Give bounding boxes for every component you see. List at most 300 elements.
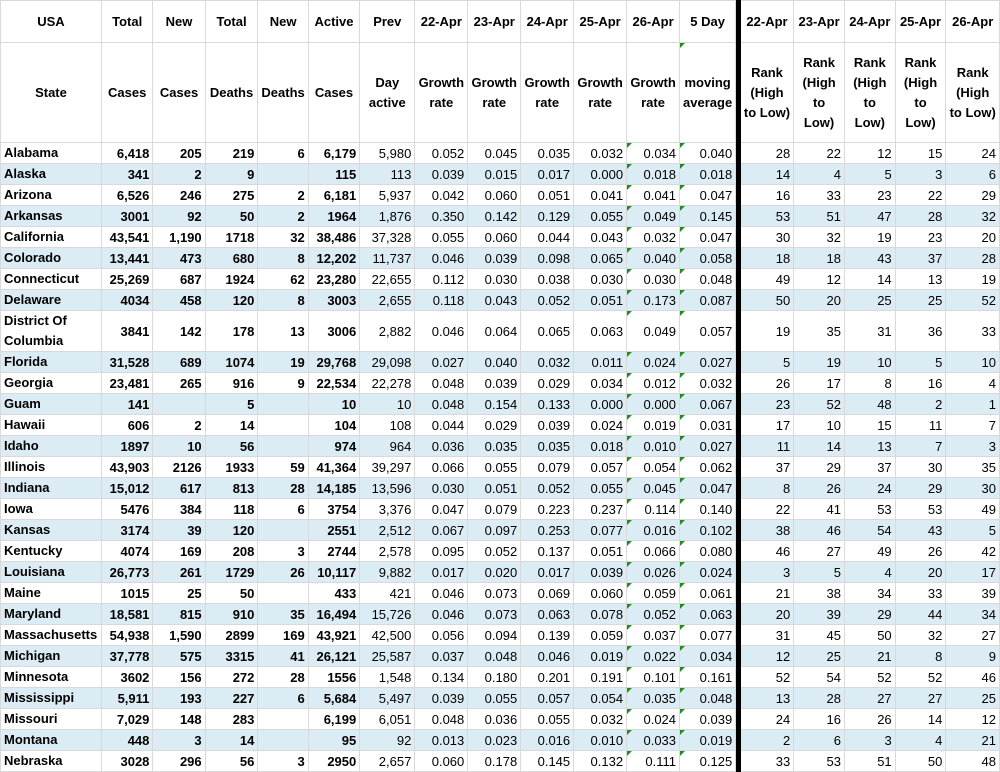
cell-growth-25-apr: 0.041 — [574, 185, 627, 206]
cell-rank-22-apr: 38 — [740, 520, 793, 541]
state-name-cell: Minnesota — [1, 667, 102, 688]
cell-growth-25-apr: 0.055 — [574, 206, 627, 227]
cell-total-cases: 6,418 — [101, 143, 152, 164]
cell-rank-25-apr: 8 — [895, 646, 946, 667]
cell-growth-26-apr: 0.059 — [627, 583, 680, 604]
cell-active-cases: 2551 — [308, 520, 359, 541]
cell-growth-24-apr: 0.063 — [521, 604, 574, 625]
state-name-cell: Indiana — [1, 478, 102, 499]
cell-prev-day-active: 2,657 — [360, 751, 415, 772]
cell-rank-23-apr: 14 — [794, 436, 845, 457]
header-usa-label: State — [1, 43, 102, 143]
cell-new-cases: 1,590 — [153, 625, 205, 646]
cell-growth-23-apr: 0.073 — [468, 583, 521, 604]
cell-new-deaths: 8 — [258, 248, 308, 269]
cell-rank-26-apr: 6 — [946, 164, 1000, 185]
cell-total-deaths: 227 — [205, 688, 258, 709]
state-name-cell: Georgia — [1, 373, 102, 394]
cell-total-cases: 15,012 — [101, 478, 152, 499]
cell-growth-23-apr: 0.040 — [468, 352, 521, 373]
cell-growth-23-apr: 0.052 — [468, 541, 521, 562]
cell-rank-25-apr: 43 — [895, 520, 946, 541]
cell-total-cases: 448 — [101, 730, 152, 751]
cell-growth-25-apr: 0.000 — [574, 164, 627, 185]
cell-rank-25-apr: 25 — [895, 290, 946, 311]
cell-rank-23-apr: 32 — [794, 227, 845, 248]
table-row — [1, 290, 1000, 311]
cell-rank-25-apr: 23 — [895, 227, 946, 248]
state-name-cell: Connecticut — [1, 269, 102, 290]
cell-rank-26-apr: 20 — [946, 227, 1000, 248]
cell-rank-26-apr: 34 — [946, 604, 1000, 625]
cell-growth-24-apr: 0.129 — [521, 206, 574, 227]
cell-total-deaths: 208 — [205, 541, 258, 562]
cell-rank-22-apr: 20 — [740, 604, 793, 625]
cell-total-cases: 37,778 — [101, 646, 152, 667]
cell-rank-23-apr: 51 — [794, 206, 845, 227]
cell-growth-22-apr: 0.047 — [415, 499, 468, 520]
cell-total-cases: 1015 — [101, 583, 152, 604]
cell-total-deaths: 56 — [205, 436, 258, 457]
cell-rank-23-apr: 10 — [794, 415, 845, 436]
cell-rank-26-apr: 21 — [946, 730, 1000, 751]
state-name-cell: Montana — [1, 730, 102, 751]
cell-growth-22-apr: 0.048 — [415, 394, 468, 415]
header-new-cases-label: Cases — [153, 43, 205, 143]
cell-growth-24-apr: 0.069 — [521, 583, 574, 604]
header-active-cases-label: Cases — [308, 43, 359, 143]
cell-rank-24-apr: 53 — [844, 499, 895, 520]
cell-moving-average: 0.018 — [680, 164, 736, 185]
table-row — [1, 248, 1000, 269]
table-row — [1, 269, 1000, 290]
state-name-cell: Idaho — [1, 436, 102, 457]
cell-rank-23-apr: 16 — [794, 709, 845, 730]
cell-rank-22-apr: 12 — [740, 646, 793, 667]
cell-growth-23-apr: 0.094 — [468, 625, 521, 646]
cell-growth-26-apr: 0.012 — [627, 373, 680, 394]
cell-total-cases: 4074 — [101, 541, 152, 562]
cell-rank-23-apr: 5 — [794, 562, 845, 583]
cell-growth-24-apr: 0.201 — [521, 667, 574, 688]
cell-growth-23-apr: 0.154 — [468, 394, 521, 415]
cell-active-cases: 5,684 — [308, 688, 359, 709]
cell-total-cases: 23,481 — [101, 373, 152, 394]
cell-new-cases: 25 — [153, 583, 205, 604]
cell-growth-23-apr: 0.015 — [468, 164, 521, 185]
cell-growth-24-apr: 0.139 — [521, 625, 574, 646]
cell-new-deaths: 26 — [258, 562, 308, 583]
cell-active-cases: 12,202 — [308, 248, 359, 269]
cell-rank-24-apr: 14 — [844, 269, 895, 290]
cell-new-cases — [153, 394, 205, 415]
cell-moving-average: 0.032 — [680, 373, 736, 394]
state-name-cell: Kentucky — [1, 541, 102, 562]
state-name-cell: Kansas — [1, 520, 102, 541]
cell-total-deaths: 1933 — [205, 457, 258, 478]
header-rank-24-apr-top: 24-Apr — [844, 1, 895, 43]
cell-new-cases: 458 — [153, 290, 205, 311]
cell-growth-26-apr: 0.033 — [627, 730, 680, 751]
cell-new-deaths: 28 — [258, 478, 308, 499]
cell-total-deaths: 14 — [205, 730, 258, 751]
cell-rank-26-apr: 48 — [946, 751, 1000, 772]
cell-new-deaths: 19 — [258, 352, 308, 373]
cell-growth-22-apr: 0.046 — [415, 311, 468, 352]
cell-new-cases: 169 — [153, 541, 205, 562]
table-row — [1, 394, 1000, 415]
cell-moving-average: 0.058 — [680, 248, 736, 269]
cell-rank-23-apr: 25 — [794, 646, 845, 667]
cell-growth-23-apr: 0.180 — [468, 667, 521, 688]
cell-rank-24-apr: 25 — [844, 290, 895, 311]
cell-rank-22-apr: 16 — [740, 185, 793, 206]
cell-growth-25-apr: 0.057 — [574, 457, 627, 478]
state-name-cell: Maryland — [1, 604, 102, 625]
cell-growth-26-apr: 0.037 — [627, 625, 680, 646]
cell-rank-22-apr: 26 — [740, 373, 793, 394]
cell-total-cases: 5,911 — [101, 688, 152, 709]
header-prev-day-active-label: Day active — [360, 43, 415, 143]
cell-new-cases: 10 — [153, 436, 205, 457]
cell-rank-23-apr: 29 — [794, 457, 845, 478]
header-growth-22-apr-label: Growth rate — [415, 43, 468, 143]
header-row-2 — [1, 43, 1000, 143]
header-row-1 — [1, 1, 1000, 43]
cell-rank-22-apr: 5 — [740, 352, 793, 373]
cell-total-deaths: 118 — [205, 499, 258, 520]
table-row — [1, 583, 1000, 604]
cell-rank-22-apr: 24 — [740, 709, 793, 730]
cell-growth-26-apr: 0.024 — [627, 709, 680, 730]
cell-rank-24-apr: 4 — [844, 562, 895, 583]
cell-rank-25-apr: 44 — [895, 604, 946, 625]
cell-total-cases: 31,528 — [101, 352, 152, 373]
cell-rank-24-apr: 8 — [844, 373, 895, 394]
cell-growth-26-apr: 0.034 — [627, 143, 680, 164]
cell-rank-26-apr: 9 — [946, 646, 1000, 667]
cell-growth-25-apr: 0.055 — [574, 478, 627, 499]
cell-rank-24-apr: 49 — [844, 541, 895, 562]
cell-new-deaths: 3 — [258, 751, 308, 772]
cell-active-cases: 1964 — [308, 206, 359, 227]
cell-new-cases: 265 — [153, 373, 205, 394]
cell-prev-day-active: 22,278 — [360, 373, 415, 394]
cell-growth-24-apr: 0.137 — [521, 541, 574, 562]
cell-new-deaths — [258, 709, 308, 730]
cell-active-cases: 1556 — [308, 667, 359, 688]
cell-new-cases: 617 — [153, 478, 205, 499]
header-prev-day-active-top: Prev — [360, 1, 415, 43]
cell-rank-23-apr: 18 — [794, 248, 845, 269]
cell-rank-23-apr: 27 — [794, 541, 845, 562]
cell-rank-25-apr: 11 — [895, 415, 946, 436]
cell-rank-24-apr: 5 — [844, 164, 895, 185]
cell-total-deaths: 50 — [205, 206, 258, 227]
state-name-cell: Louisiana — [1, 562, 102, 583]
header-new-cases-top: New — [153, 1, 205, 43]
cell-total-deaths: 9 — [205, 164, 258, 185]
cell-total-cases: 54,938 — [101, 625, 152, 646]
cell-new-cases: 1,190 — [153, 227, 205, 248]
cell-growth-24-apr: 0.038 — [521, 269, 574, 290]
state-name-cell: Massachusetts — [1, 625, 102, 646]
cell-total-cases: 606 — [101, 415, 152, 436]
cell-rank-24-apr: 50 — [844, 625, 895, 646]
cell-growth-22-apr: 0.039 — [415, 164, 468, 185]
cell-total-cases: 43,541 — [101, 227, 152, 248]
cell-rank-22-apr: 46 — [740, 541, 793, 562]
header-total-deaths-label: Deaths — [205, 43, 258, 143]
cell-growth-24-apr: 0.052 — [521, 290, 574, 311]
cell-growth-25-apr: 0.132 — [574, 751, 627, 772]
cell-rank-26-apr: 17 — [946, 562, 1000, 583]
cell-new-deaths: 3 — [258, 541, 308, 562]
cell-rank-25-apr: 3 — [895, 164, 946, 185]
cell-active-cases: 41,364 — [308, 457, 359, 478]
table-row — [1, 751, 1000, 772]
state-name-cell: Colorado — [1, 248, 102, 269]
table-row — [1, 164, 1000, 185]
cell-total-deaths: 1074 — [205, 352, 258, 373]
table-row — [1, 730, 1000, 751]
cell-new-deaths: 2 — [258, 206, 308, 227]
cell-rank-25-apr: 26 — [895, 541, 946, 562]
cell-prev-day-active: 2,578 — [360, 541, 415, 562]
cell-total-cases: 3174 — [101, 520, 152, 541]
cell-rank-22-apr: 8 — [740, 478, 793, 499]
cell-active-cases: 16,494 — [308, 604, 359, 625]
table-row — [1, 415, 1000, 436]
cell-total-cases: 3028 — [101, 751, 152, 772]
cell-rank-25-apr: 37 — [895, 248, 946, 269]
cell-prev-day-active: 6,051 — [360, 709, 415, 730]
cell-new-deaths: 62 — [258, 269, 308, 290]
cell-growth-22-apr: 0.048 — [415, 709, 468, 730]
cell-growth-25-apr: 0.000 — [574, 394, 627, 415]
cell-growth-23-apr: 0.142 — [468, 206, 521, 227]
header-total-cases-top: Total — [101, 1, 152, 43]
cell-moving-average: 0.077 — [680, 625, 736, 646]
cell-rank-26-apr: 32 — [946, 206, 1000, 227]
cell-growth-22-apr: 0.066 — [415, 457, 468, 478]
cell-growth-22-apr: 0.060 — [415, 751, 468, 772]
table-row — [1, 143, 1000, 164]
cell-rank-26-apr: 12 — [946, 709, 1000, 730]
cell-rank-22-apr: 31 — [740, 625, 793, 646]
cell-total-cases: 43,903 — [101, 457, 152, 478]
cell-growth-24-apr: 0.035 — [521, 436, 574, 457]
cell-prev-day-active: 5,937 — [360, 185, 415, 206]
cell-growth-26-apr: 0.101 — [627, 667, 680, 688]
cell-growth-23-apr: 0.045 — [468, 143, 521, 164]
cell-total-deaths: 1924 — [205, 269, 258, 290]
cell-growth-25-apr: 0.019 — [574, 646, 627, 667]
cell-growth-25-apr: 0.010 — [574, 730, 627, 751]
cell-active-cases: 974 — [308, 436, 359, 457]
cell-growth-23-apr: 0.039 — [468, 373, 521, 394]
cell-growth-22-apr: 0.039 — [415, 688, 468, 709]
cell-rank-26-apr: 35 — [946, 457, 1000, 478]
cell-rank-23-apr: 41 — [794, 499, 845, 520]
cell-growth-25-apr: 0.077 — [574, 520, 627, 541]
cell-prev-day-active: 421 — [360, 583, 415, 604]
cell-rank-23-apr: 33 — [794, 185, 845, 206]
cell-rank-23-apr: 39 — [794, 604, 845, 625]
cell-rank-22-apr: 13 — [740, 688, 793, 709]
cell-prev-day-active: 42,500 — [360, 625, 415, 646]
header-growth-26-apr-label: Growth rate — [627, 43, 680, 143]
cell-new-cases: 2126 — [153, 457, 205, 478]
cell-total-deaths: 120 — [205, 290, 258, 311]
cell-growth-25-apr: 0.054 — [574, 688, 627, 709]
cell-growth-25-apr: 0.063 — [574, 311, 627, 352]
table-row — [1, 562, 1000, 583]
cell-growth-25-apr: 0.060 — [574, 583, 627, 604]
cell-total-cases: 4034 — [101, 290, 152, 311]
cell-growth-26-apr: 0.016 — [627, 520, 680, 541]
cell-active-cases: 14,185 — [308, 478, 359, 499]
header-rank-23-apr-label: Rank (High to Low) — [794, 43, 845, 143]
header-rank-22-apr-top: 22-Apr — [740, 1, 793, 43]
cell-growth-23-apr: 0.030 — [468, 269, 521, 290]
cell-new-deaths — [258, 394, 308, 415]
cell-total-deaths: 2899 — [205, 625, 258, 646]
cell-rank-26-apr: 5 — [946, 520, 1000, 541]
cell-rank-22-apr: 37 — [740, 457, 793, 478]
cell-growth-23-apr: 0.029 — [468, 415, 521, 436]
cell-new-cases: 575 — [153, 646, 205, 667]
header-growth-23-apr-label: Growth rate — [468, 43, 521, 143]
cell-prev-day-active: 29,098 — [360, 352, 415, 373]
cell-rank-26-apr: 3 — [946, 436, 1000, 457]
cell-rank-23-apr: 20 — [794, 290, 845, 311]
cell-prev-day-active: 39,297 — [360, 457, 415, 478]
cell-prev-day-active: 10 — [360, 394, 415, 415]
cell-moving-average: 0.140 — [680, 499, 736, 520]
cell-total-deaths: 219 — [205, 143, 258, 164]
cell-active-cases: 6,199 — [308, 709, 359, 730]
cell-total-deaths: 275 — [205, 185, 258, 206]
cell-rank-24-apr: 52 — [844, 667, 895, 688]
cell-growth-26-apr: 0.018 — [627, 164, 680, 185]
cell-growth-25-apr: 0.039 — [574, 562, 627, 583]
cell-growth-22-apr: 0.067 — [415, 520, 468, 541]
cell-prev-day-active: 2,512 — [360, 520, 415, 541]
cell-rank-24-apr: 26 — [844, 709, 895, 730]
cell-growth-22-apr: 0.118 — [415, 290, 468, 311]
cell-growth-24-apr: 0.017 — [521, 562, 574, 583]
cell-new-cases: 687 — [153, 269, 205, 290]
cell-active-cases: 2744 — [308, 541, 359, 562]
cell-rank-25-apr: 4 — [895, 730, 946, 751]
cell-rank-23-apr: 54 — [794, 667, 845, 688]
cell-growth-26-apr: 0.032 — [627, 227, 680, 248]
cell-growth-25-apr: 0.018 — [574, 436, 627, 457]
cell-growth-25-apr: 0.191 — [574, 667, 627, 688]
table-row — [1, 436, 1000, 457]
cell-active-cases: 433 — [308, 583, 359, 604]
cell-rank-25-apr: 7 — [895, 436, 946, 457]
cell-prev-day-active: 5,980 — [360, 143, 415, 164]
cell-growth-24-apr: 0.057 — [521, 688, 574, 709]
cell-growth-24-apr: 0.133 — [521, 394, 574, 415]
header-growth-24-apr-label: Growth rate — [521, 43, 574, 143]
cell-growth-26-apr: 0.054 — [627, 457, 680, 478]
cell-total-cases: 7,029 — [101, 709, 152, 730]
cell-rank-26-apr: 52 — [946, 290, 1000, 311]
cell-growth-25-apr: 0.078 — [574, 604, 627, 625]
cell-rank-23-apr: 6 — [794, 730, 845, 751]
state-name-cell: Michigan — [1, 646, 102, 667]
cell-total-deaths: 120 — [205, 520, 258, 541]
cell-rank-24-apr: 27 — [844, 688, 895, 709]
cell-moving-average: 0.080 — [680, 541, 736, 562]
cell-new-deaths: 35 — [258, 604, 308, 625]
cell-new-deaths — [258, 730, 308, 751]
cell-growth-22-apr: 0.036 — [415, 436, 468, 457]
header-rank-25-apr-top: 25-Apr — [895, 1, 946, 43]
table-row — [1, 373, 1000, 394]
cell-rank-26-apr: 7 — [946, 415, 1000, 436]
cell-total-deaths: 1718 — [205, 227, 258, 248]
cell-growth-25-apr: 0.059 — [574, 625, 627, 646]
cell-rank-24-apr: 47 — [844, 206, 895, 227]
cell-rank-26-apr: 49 — [946, 499, 1000, 520]
cell-new-cases: 142 — [153, 311, 205, 352]
cell-prev-day-active: 5,497 — [360, 688, 415, 709]
cell-growth-23-apr: 0.020 — [468, 562, 521, 583]
cell-rank-23-apr: 46 — [794, 520, 845, 541]
cell-active-cases: 2950 — [308, 751, 359, 772]
cell-growth-23-apr: 0.035 — [468, 436, 521, 457]
cell-new-deaths — [258, 436, 308, 457]
cell-new-deaths: 6 — [258, 499, 308, 520]
cell-active-cases: 22,534 — [308, 373, 359, 394]
cell-rank-25-apr: 15 — [895, 143, 946, 164]
cell-growth-24-apr: 0.046 — [521, 646, 574, 667]
cell-growth-24-apr: 0.032 — [521, 352, 574, 373]
cell-rank-22-apr: 3 — [740, 562, 793, 583]
cell-growth-26-apr: 0.000 — [627, 394, 680, 415]
state-name-cell: Maine — [1, 583, 102, 604]
cell-new-deaths: 8 — [258, 290, 308, 311]
cell-total-deaths: 910 — [205, 604, 258, 625]
state-name-cell: Alabama — [1, 143, 102, 164]
cell-total-deaths: 5 — [205, 394, 258, 415]
cell-rank-22-apr: 17 — [740, 415, 793, 436]
header-new-deaths-label: Deaths — [258, 43, 308, 143]
cell-rank-24-apr: 3 — [844, 730, 895, 751]
cell-growth-26-apr: 0.114 — [627, 499, 680, 520]
cell-rank-26-apr: 42 — [946, 541, 1000, 562]
cell-new-cases: 3 — [153, 730, 205, 751]
cell-rank-22-apr: 33 — [740, 751, 793, 772]
cell-new-cases: 2 — [153, 415, 205, 436]
cell-rank-26-apr: 39 — [946, 583, 1000, 604]
cell-growth-23-apr: 0.051 — [468, 478, 521, 499]
state-name-cell: Iowa — [1, 499, 102, 520]
cell-growth-26-apr: 0.019 — [627, 415, 680, 436]
cell-rank-24-apr: 24 — [844, 478, 895, 499]
cell-growth-26-apr: 0.173 — [627, 290, 680, 311]
cell-growth-22-apr: 0.013 — [415, 730, 468, 751]
cell-prev-day-active: 25,587 — [360, 646, 415, 667]
cell-rank-22-apr: 11 — [740, 436, 793, 457]
table-row — [1, 185, 1000, 206]
table-row — [1, 646, 1000, 667]
cell-rank-23-apr: 19 — [794, 352, 845, 373]
